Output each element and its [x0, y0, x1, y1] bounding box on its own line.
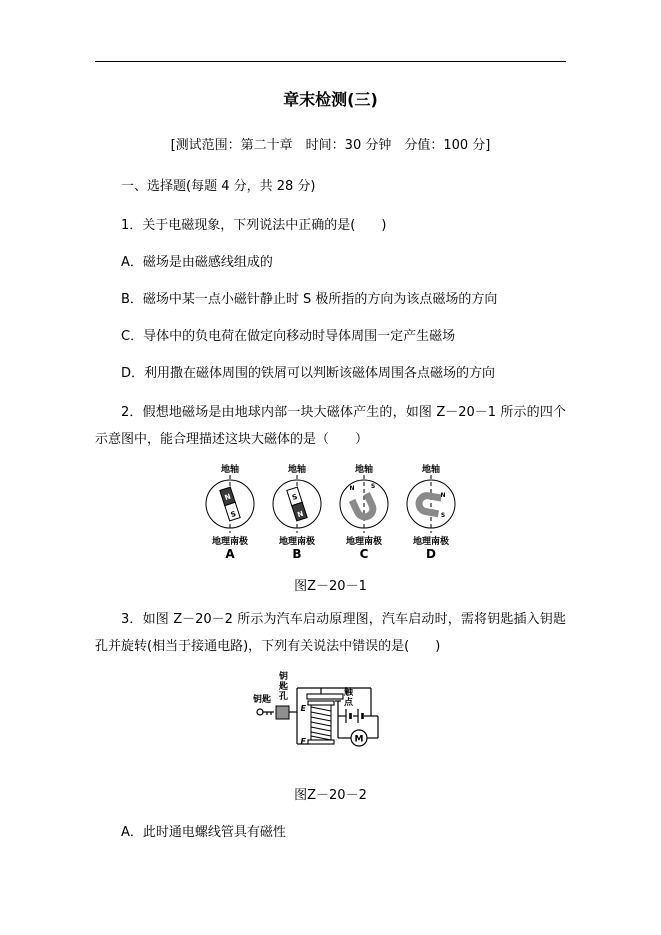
- diagram-letter: C: [359, 547, 369, 561]
- earth-diagram-d: [401, 465, 461, 561]
- contact-label: 触点: [342, 687, 352, 707]
- coil-terminal-e-label: E: [300, 704, 306, 713]
- south-pole-label: 地理南极: [412, 537, 449, 547]
- armature-bar: [307, 694, 343, 699]
- question-1-option-a: A．磁场是由磁感线组成的: [121, 255, 273, 270]
- question-3-option-a: A．此时通电螺线管具有磁性: [121, 825, 286, 840]
- section-heading: 一、选择题(每题 4 分，共 28 分): [121, 179, 316, 194]
- south-pole-label: 地理南极: [345, 537, 382, 547]
- question-1-option-c: C．导体中的负电荷在做定向移动时导体周围一定产生磁场: [121, 329, 456, 344]
- question-2-stem: 2．假想地磁场是由地球内部一块大磁体产生的，如图 Z－20－1 所示的四个示意图中，能合理描述这块大磁体的是（ ）: [95, 405, 566, 447]
- question-3-stem: 3．如图 Z－20－2 所示为汽车启动原理图，汽车启动时，需将钥匙插入钥匙孔并旋转(相当于接通电路)，下列有关说法中错误的是( ): [95, 612, 566, 654]
- earth-globe-a-icon: [202, 475, 258, 533]
- question-1-option-b: B．磁场中某一点小磁针静止时 S 极所指的方向为该点磁场的方向: [121, 292, 498, 307]
- key-label: 钥匙: [253, 695, 272, 705]
- south-pole-label: 地理南极: [278, 537, 315, 547]
- earth-axis-label: 地轴: [421, 465, 440, 475]
- pole-letter: N: [440, 492, 446, 499]
- page-title: 章末检测(三): [283, 90, 378, 109]
- diagram-letter: B: [292, 547, 302, 561]
- earth-diagram-b: [267, 465, 327, 561]
- figure-z-20-1: [95, 465, 566, 561]
- pole-letter: N: [296, 509, 305, 520]
- bar-magnet-icon: [220, 487, 240, 521]
- earth-diagram-a: [200, 465, 260, 561]
- earth-globe-d-icon: [403, 475, 459, 533]
- coil-terminal-f-label: F: [300, 737, 306, 746]
- pole-letter: S: [229, 509, 238, 520]
- question-1-option-d: D．利用撒在磁体周围的铁屑可以判断该磁体周围各点磁场的方向: [121, 366, 496, 381]
- earth-axis-label: 地轴: [354, 465, 373, 475]
- question-1-stem: 1．关于电磁现象，下列说法中正确的是( ): [121, 218, 387, 233]
- figure-z-20-1-caption: 图Z－20－1: [294, 579, 367, 594]
- earth-axis-label: 地轴: [287, 465, 306, 475]
- figure-z-20-2-caption: 图Z－20－2: [294, 788, 367, 803]
- horseshoe-magnet-icon: [418, 494, 441, 513]
- page-content: [95, 0, 566, 846]
- pole-letter: S: [291, 492, 299, 502]
- key-icon: [257, 709, 274, 715]
- earth-globe-b-icon: [269, 475, 325, 533]
- pole-letter: N: [349, 485, 355, 492]
- pole-letter: S: [440, 512, 446, 519]
- top-rule-divider: [95, 61, 566, 62]
- bar-magnet-icon: [287, 487, 307, 521]
- page-subtitle: [测试范围：第二十章 时间：30 分钟 分值：100 分]: [170, 138, 491, 153]
- diagram-letter: A: [225, 547, 235, 561]
- earth-axis-label: 地轴: [220, 465, 239, 475]
- earth-globe-c-icon: [336, 475, 392, 533]
- keyhole-label: 钥匙孔: [277, 671, 287, 701]
- keyhole-block: [276, 706, 289, 719]
- south-pole-label: 地理南极: [211, 537, 248, 547]
- pole-letter: N: [223, 492, 232, 503]
- earth-diagram-c: [334, 465, 394, 561]
- motor-label: M: [354, 734, 364, 745]
- diagram-letter: D: [426, 547, 436, 561]
- solenoid-icon: [308, 701, 334, 744]
- pole-letter: S: [370, 483, 376, 490]
- figure-z-20-2: [95, 670, 566, 770]
